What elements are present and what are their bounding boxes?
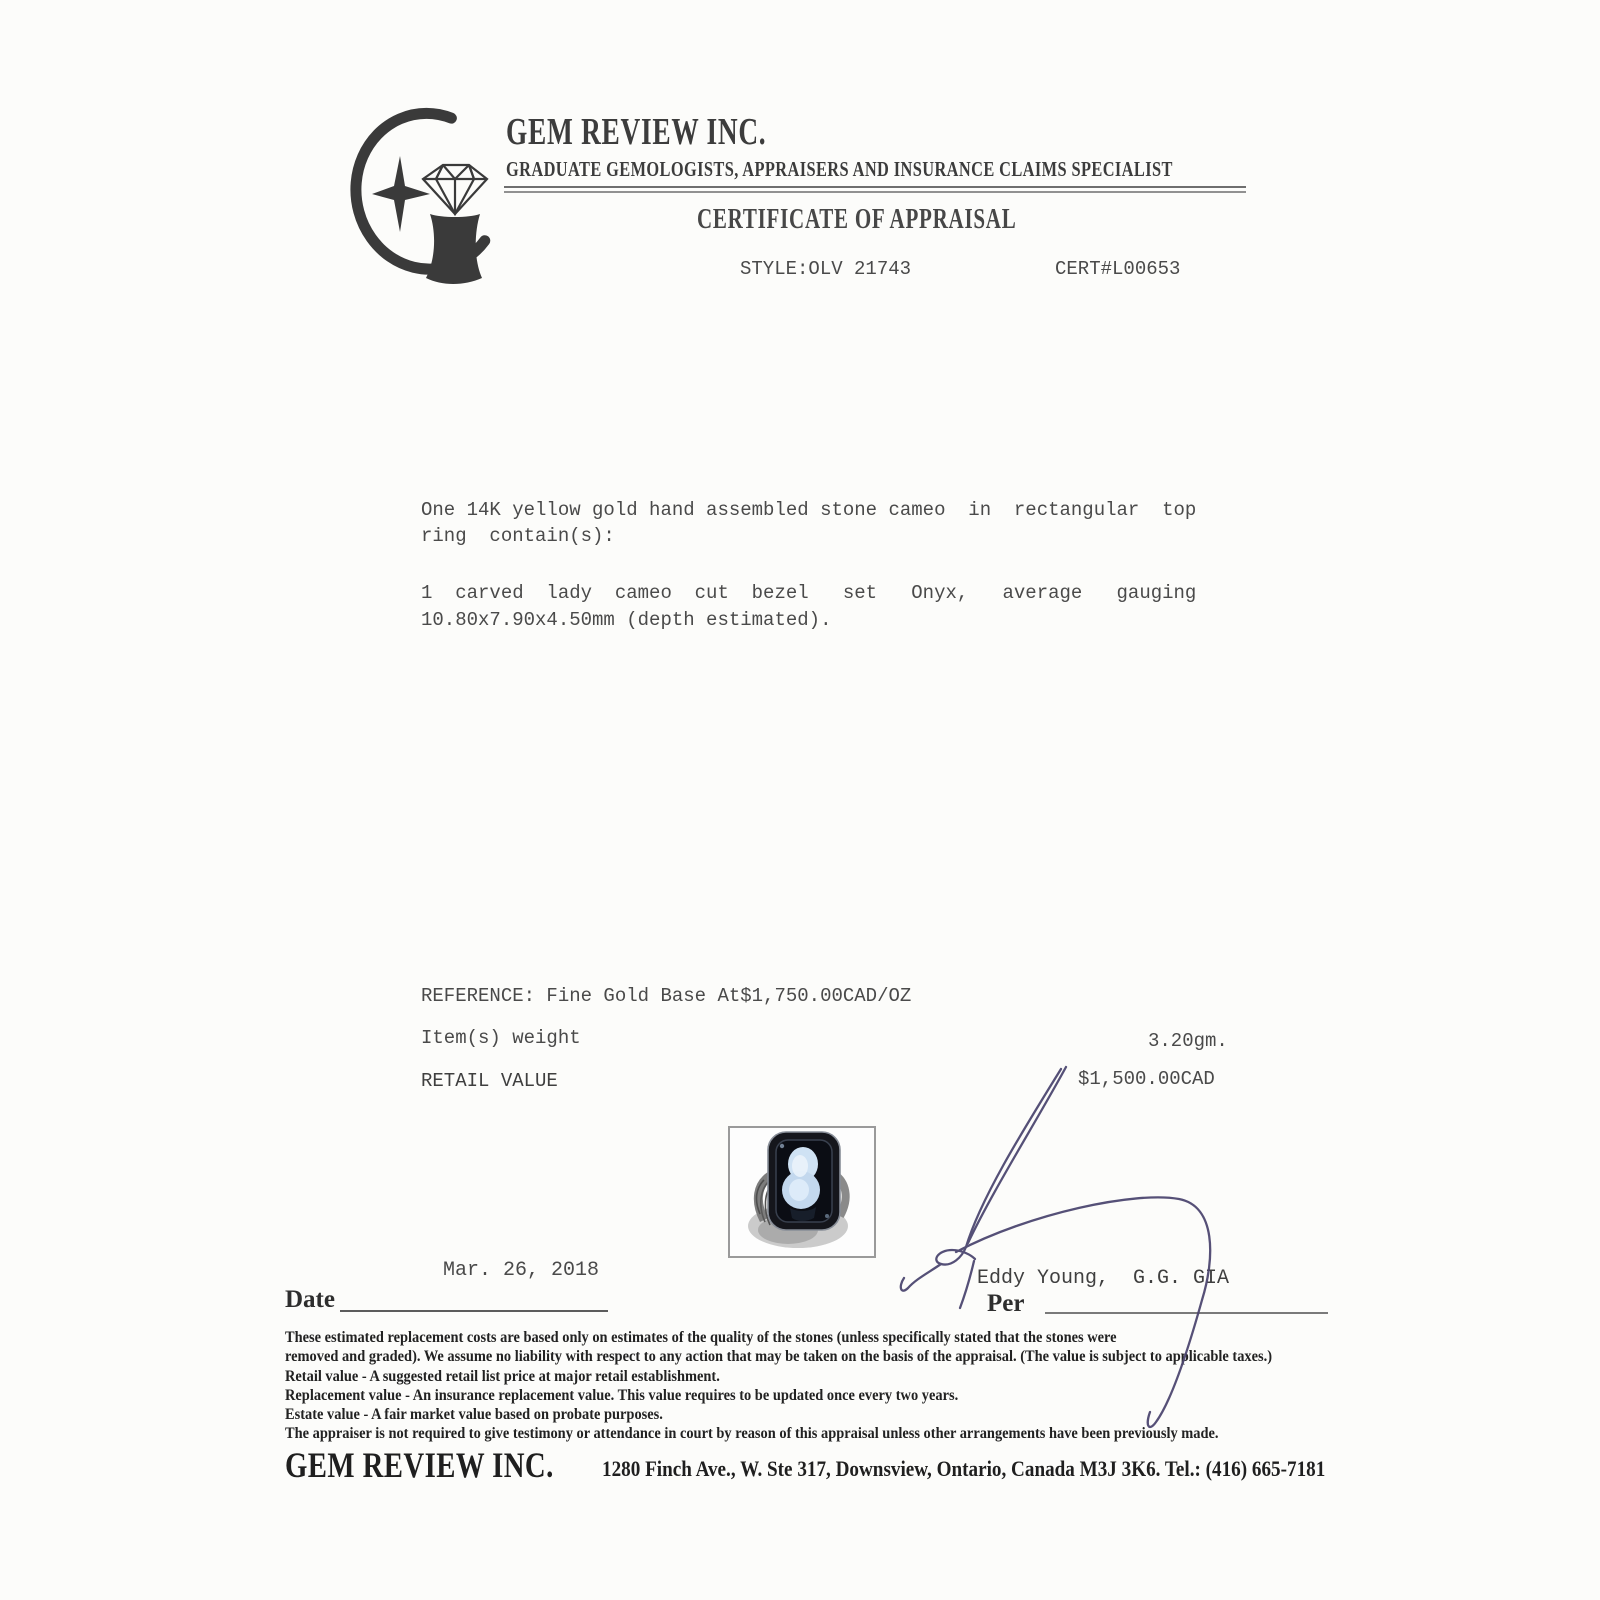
item-description-line-1: One 14K yellow gold hand assembled stone cameo in rectangular top	[421, 499, 1197, 521]
disclaimer-line: Estate value - A fair market value based on probate purposes.	[285, 1406, 663, 1424]
gem-review-logo-icon	[330, 102, 500, 297]
header-divider	[504, 186, 1246, 193]
ring-photo-image	[730, 1128, 874, 1256]
date-label: Date	[285, 1286, 335, 1313]
disclaimer-line: removed and graded). We assume no liability with respect to any action that may be taken on the basis of the appraisal. (The value is subject to applicable taxes.)	[285, 1348, 1273, 1366]
disclaimer-line: The appraiser is not required to give testimony or attendance in court by reason of this appraisal unless other arrangements have been previously made.	[285, 1425, 1219, 1443]
company-tagline: GRADUATE GEMOLOGISTS, APPRAISERS AND INSURANCE CLAIMS SPECIALIST	[506, 157, 1173, 181]
weight-value: 3.20gm.	[1148, 1030, 1228, 1052]
certificate-number: CERT#L00653	[1055, 258, 1181, 280]
footer-address: 1280 Finch Ave., W. Ste 317, Downsview, Ontario, Canada M3J 3K6. Tel.: (416) 665-7181	[602, 1456, 1326, 1481]
disclaimer-block	[285, 1328, 1272, 1444]
stone-description-line-1: 1 carved lady cameo cut bezel set Onyx, average gauging	[421, 582, 1197, 604]
weight-label: Item(s) weight	[421, 1027, 581, 1049]
gold-base-reference: REFERENCE: Fine Gold Base At$1,750.00CAD/OZ	[421, 985, 912, 1007]
disclaimer-line: Retail value - A suggested retail list price at major retail establishment.	[285, 1367, 720, 1385]
per-signature-line	[1045, 1312, 1328, 1314]
appraiser-name: Eddy Young, G.G. GIA	[977, 1267, 1230, 1290]
ring-photo	[728, 1126, 876, 1258]
per-label: Per	[987, 1290, 1025, 1317]
document-title: CERTIFICATE OF APPRAISAL	[697, 204, 1017, 235]
company-name: GEM REVIEW INC.	[506, 111, 767, 153]
footer-company-name: GEM REVIEW INC.	[285, 1445, 554, 1485]
appraisal-date: Mar. 26, 2018	[443, 1259, 600, 1282]
date-signature-line	[340, 1310, 608, 1312]
item-description-line-2: ring contain(s):	[421, 525, 615, 547]
retail-value-label: RETAIL VALUE	[421, 1070, 558, 1092]
style-number: STYLE:OLV 21743	[740, 258, 912, 280]
disclaimer-line: These estimated replacement costs are based only on estimates of the quality of the stones (unless specifically stated that the stones were	[285, 1329, 1117, 1346]
stone-description-line-2: 10.80x7.90x4.50mm (depth estimated).	[421, 609, 832, 631]
retail-value-amount: $1,500.00CAD	[1078, 1068, 1215, 1090]
disclaimer-line: Replacement value - An insurance replacement value. This value requires to be updated once every two years.	[285, 1386, 959, 1404]
